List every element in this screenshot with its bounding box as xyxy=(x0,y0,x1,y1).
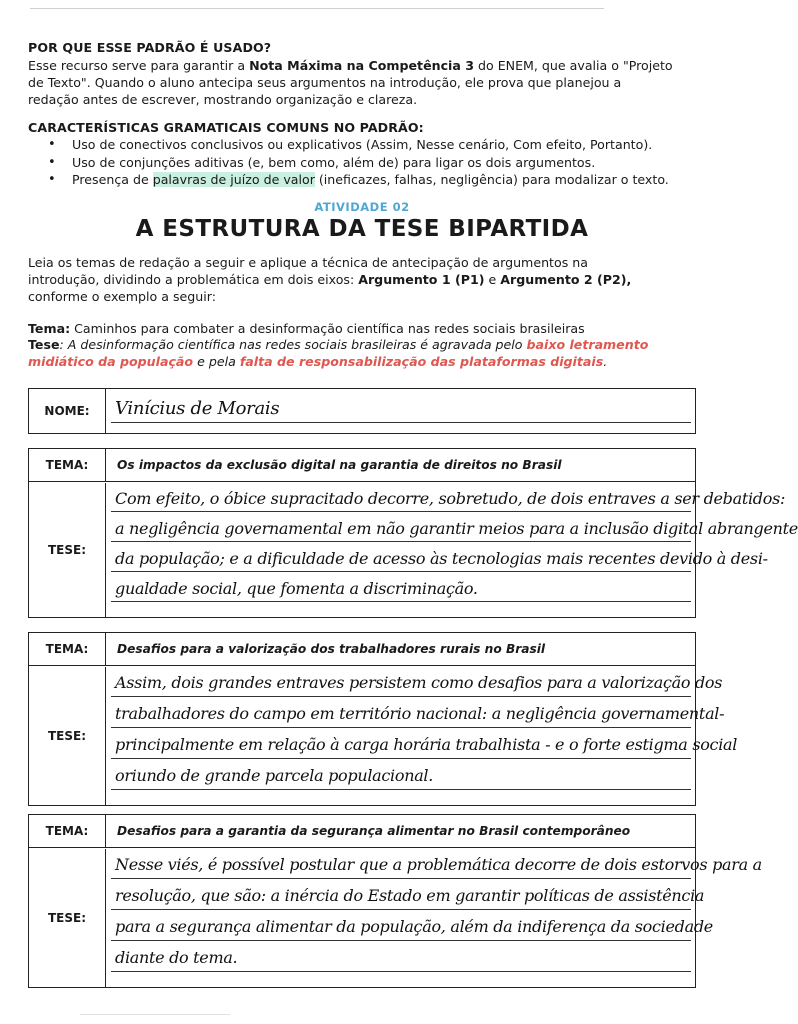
writing-line xyxy=(111,511,691,512)
example-thesis-text: . xyxy=(603,354,608,369)
writing-line xyxy=(111,909,691,910)
handwritten-line: Nesse viés, é possível postular que a problemática decorre de dois estorvos para a xyxy=(115,855,762,874)
theme-row xyxy=(29,449,695,481)
text-segment: Esse recurso serve para garantir a xyxy=(28,58,250,73)
theme-label: TEMA: xyxy=(29,449,106,481)
section-paragraph-why xyxy=(28,57,696,108)
thesis-label: TESE: xyxy=(29,667,106,805)
argument-2-label: Argumento 2 (P2), xyxy=(500,272,632,287)
bullet-item xyxy=(28,171,708,189)
thesis-answer-area[interactable] xyxy=(107,667,738,805)
activity-label: ATIVIDADE 02 xyxy=(314,200,410,214)
theme-row xyxy=(29,633,695,665)
handwritten-line: diante do tema. xyxy=(115,948,238,967)
name-box xyxy=(28,388,696,434)
writing-line xyxy=(111,940,691,941)
argument-1-label: Argumento 1 (P1) xyxy=(358,272,485,287)
handwritten-line: oriundo de grande parcela populacional. xyxy=(115,766,434,785)
row-divider xyxy=(29,481,695,482)
text-segment: (ineficazes, falhas, negligência) para modalizar o texto. xyxy=(314,172,669,187)
example-theme-label: Tema: xyxy=(28,321,71,336)
highlighted-text: palavras de juízo de valor xyxy=(152,172,315,187)
top-divider xyxy=(30,8,604,9)
thesis-row xyxy=(29,483,798,617)
bullet-item: • Uso de conectivos conclusivos ou explicativos (Assim, Nesse cenário, Com efeito, Portanto). xyxy=(28,136,708,154)
writing-line xyxy=(111,878,691,879)
paragraph-line-3: redação antes de escrever, mostrando organização e clareza. xyxy=(28,92,418,107)
text-segment: introdução, dividindo a problemática em dois eixos: xyxy=(28,272,359,287)
example-theme-text: Caminhos para combater a desinformação científica nas redes sociais brasileiras xyxy=(70,321,585,336)
theme-text: Desafios para a garantia da segurança alimentar no Brasil contemporâneo xyxy=(117,824,631,838)
thesis-row xyxy=(29,849,762,987)
writing-line xyxy=(111,422,691,423)
writing-line xyxy=(111,571,691,572)
writing-line xyxy=(111,696,691,697)
highlight-argument-2: falta de responsabilização das plataformas digitais xyxy=(239,354,604,369)
thesis-row xyxy=(29,667,738,805)
handwritten-line: Com efeito, o óbice supracitado decorre, sobretudo, de dois entraves a ser debatidos: xyxy=(115,489,786,508)
example-theme xyxy=(28,320,708,337)
activity-title: A ESTRUTURA DA TESE BIPARTIDA xyxy=(135,216,589,242)
paragraph-line-1 xyxy=(28,57,696,74)
writing-line xyxy=(111,601,691,602)
theme-row xyxy=(29,815,695,847)
thesis-label: TESE: xyxy=(29,483,106,617)
theme-text: Desafios para a valorização dos trabalhadores rurais no Brasil xyxy=(117,642,546,656)
theme-label: TEMA: xyxy=(29,815,106,847)
activity-instructions xyxy=(28,254,696,305)
writing-line xyxy=(111,758,691,759)
text-segment: e xyxy=(484,272,501,287)
exercise-box-2 xyxy=(28,632,738,806)
writing-line xyxy=(111,541,691,542)
example-thesis xyxy=(28,336,708,370)
instruction-line-1: Leia os temas de redação a seguir e aplique a técnica de antecipação de argumentos na xyxy=(28,255,588,270)
handwritten-line: para a segurança alimentar da população, além da indiferença da sociedade xyxy=(115,917,713,936)
bold-segment: Nota Máxima na Competência 3 xyxy=(249,58,475,73)
example-thesis-line-2 xyxy=(28,353,708,370)
handwritten-line: trabalhadores do campo em território nacional: a negligência governamental- xyxy=(115,704,725,723)
row-divider xyxy=(29,847,695,848)
section-title-why: POR QUE ESSE PADRÃO É USADO? xyxy=(28,40,272,55)
example-thesis-line-1 xyxy=(28,336,708,353)
bottom-divider xyxy=(80,1014,230,1015)
writing-line xyxy=(111,789,691,790)
example-thesis-text: e pela xyxy=(193,354,240,369)
theme-label: TEMA: xyxy=(29,633,106,665)
name-value: Vinícius de Morais xyxy=(115,398,280,419)
highlight-argument-1: baixo letramento xyxy=(526,337,649,352)
handwritten-line: Assim, dois grandes entraves persistem como desafios para a valorização dos xyxy=(115,673,723,692)
paragraph-line-2: de Texto". Quando o aluno antecipa seus argumentos na introdução, ele prova que planejou a xyxy=(28,75,622,90)
grammar-bullet-list xyxy=(28,136,708,189)
example-thesis-label: Tese xyxy=(28,337,60,352)
handwritten-line: a negligência governamental em não garantir meios para a inclusão digital abrangente xyxy=(115,519,798,538)
bullet-item: • Uso de conjunções aditivas (e, bem como, além de) para ligar os dois argumentos. xyxy=(28,154,708,172)
highlight-argument-1-cont: midiático da população xyxy=(28,354,194,369)
handwritten-line: gualdade social, que fomenta a discriminação. xyxy=(115,579,478,598)
section-title-grammar: CARACTERÍSTICAS GRAMATICAIS COMUNS NO PADRÃO: xyxy=(28,120,424,135)
exercise-box-1 xyxy=(28,448,798,618)
thesis-answer-area[interactable] xyxy=(107,483,798,617)
text-segment: do ENEM, que avalia o "Projeto xyxy=(474,58,673,73)
row-divider xyxy=(29,665,695,666)
name-label: NOME: xyxy=(29,389,106,433)
theme-text: Os impactos da exclusão digital na garantia de direitos no Brasil xyxy=(117,458,562,472)
handwritten-line: da população; e a dificuldade de acesso às tecnologias mais recentes devido à desi- xyxy=(115,549,768,568)
instruction-line-3: conforme o exemplo a seguir: xyxy=(28,289,216,304)
thesis-answer-area[interactable] xyxy=(107,849,762,987)
example-thesis-text: : A desinformação científica nas redes sociais brasileiras é agravada pelo xyxy=(59,337,527,352)
thesis-label: TESE: xyxy=(29,849,106,987)
writing-line xyxy=(111,727,691,728)
instruction-line-2 xyxy=(28,271,696,288)
handwritten-line: principalmente em relação à carga horária trabalhista - e o forte estigma social xyxy=(115,735,738,754)
writing-line xyxy=(111,971,691,972)
text-segment: Presença de xyxy=(72,172,153,187)
name-field[interactable] xyxy=(107,389,695,433)
exercise-box-3 xyxy=(28,814,762,988)
handwritten-line: resolução, que são: a inércia do Estado em garantir políticas de assistência xyxy=(115,886,705,905)
